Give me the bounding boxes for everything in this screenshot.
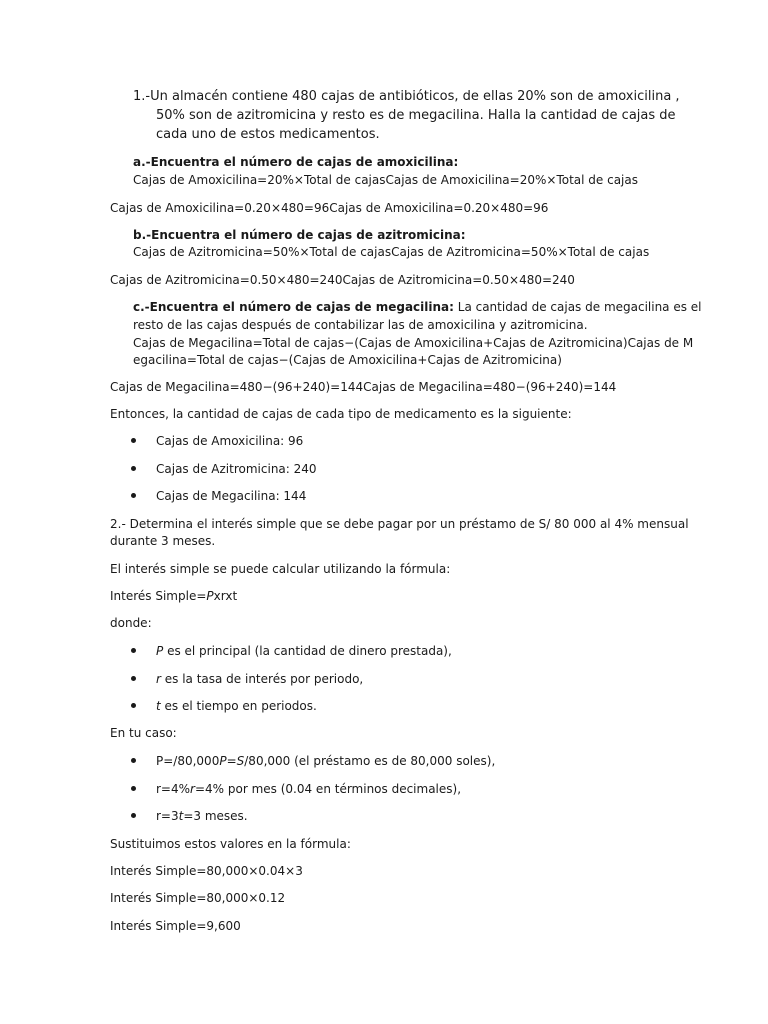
problem1-line3: cada uno de estos medicamentos.: [156, 127, 380, 142]
definition-p: P es el principal (la cantidad de dinero prestada),: [156, 644, 452, 658]
part-b-formula: Cajas de Azitromicina=50%×Total de cajasCajas de Azitromicina=50%×Total de cajas: [133, 245, 650, 259]
case-time: r=3t=3 meses.: [156, 809, 248, 823]
bullet-dot: [131, 676, 136, 681]
problem2-line1: 2.- Determina el interés simple que se debe pagar por un préstamo de S/ 80 000 al 4% mensual: [110, 517, 689, 531]
definition-t: t es el tiempo en periodos.: [156, 699, 317, 713]
part-c-formula-line2: egacilina=Total de cajas−(Cajas de Amoxicilina+Cajas de Azitromicina): [133, 353, 562, 367]
part-a-result: Cajas de Amoxicilina=0.20×480=96Cajas de Amoxicilina=0.20×480=96: [110, 201, 549, 215]
bullet-dot: [131, 703, 136, 708]
summary-bullet-amoxicilina: Cajas de Amoxicilina: 96: [156, 434, 304, 448]
problem2-intro: El interés simple se puede calcular utilizando la fórmula:: [110, 562, 451, 576]
donde-label: donde:: [110, 616, 152, 630]
calculation-step1: Interés Simple=80,000×0.04×3: [110, 864, 303, 878]
interest-formula: Interés Simple=Pxrxt: [110, 589, 238, 603]
problem1-line2: 50% son de azitromicina y resto es de megacilina. Halla la cantidad de cajas de: [156, 108, 676, 123]
part-b-heading: b.-Encuentra el número de cajas de azitromicina:: [133, 228, 466, 242]
problem1-line1: 1.-Un almacén contiene 480 cajas de antibióticos, de ellas 20% son de amoxicilina ,: [133, 89, 680, 104]
bullet-dot: [131, 648, 136, 653]
part-a-heading: a.-Encuentra el número de cajas de amoxicilina:: [133, 155, 459, 169]
part-c-heading: c.-Encuentra el número de cajas de megacilina: La cantidad de cajas de megacilina es el: [133, 300, 702, 314]
en-tu-caso-label: En tu caso:: [110, 726, 177, 740]
calculation-step2: Interés Simple=80,000×0.12: [110, 891, 286, 905]
bullet-dot: [131, 786, 136, 791]
problem2-line2: durante 3 meses.: [110, 534, 216, 548]
case-rate: r=4%r=4% por mes (0.04 en términos decimales),: [156, 782, 462, 796]
part-b-result: Cajas de Azitromicina=0.50×480=240Cajas de Azitromicina=0.50×480=240: [110, 273, 575, 287]
definition-r: r es la tasa de interés por periodo,: [156, 672, 364, 686]
sustituimos-text: Sustituimos estos valores en la fórmula:: [110, 837, 351, 851]
summary-text: Entonces, la cantidad de cajas de cada tipo de medicamento es la siguiente:: [110, 407, 572, 421]
bullet-dot: [131, 493, 136, 498]
summary-bullet-megacilina: Cajas de Megacilina: 144: [156, 489, 307, 503]
part-c-text: resto de las cajas después de contabilizar las de amoxicilina y azitromicina.: [133, 318, 588, 332]
bullet-dot: [131, 466, 136, 471]
part-c-result: Cajas de Megacilina=480−(96+240)=144Cajas de Megacilina=480−(96+240)=144: [110, 380, 617, 394]
calculation-result: Interés Simple=9,600: [110, 919, 241, 933]
case-principal: P=/80,000P=S/80,000 (el préstamo es de 80,000 soles),: [156, 754, 496, 768]
part-a-formula: Cajas de Amoxicilina=20%×Total de cajasCajas de Amoxicilina=20%×Total de cajas: [133, 173, 638, 187]
bullet-dot: [131, 438, 136, 443]
bullet-dot: [131, 813, 136, 818]
part-c-formula-line1: Cajas de Megacilina=Total de cajas−(Cajas de Amoxicilina+Cajas de Azitromicina)Cajas de M: [133, 336, 694, 350]
bullet-dot: [131, 758, 136, 763]
summary-bullet-azitromicina: Cajas de Azitromicina: 240: [156, 462, 317, 476]
